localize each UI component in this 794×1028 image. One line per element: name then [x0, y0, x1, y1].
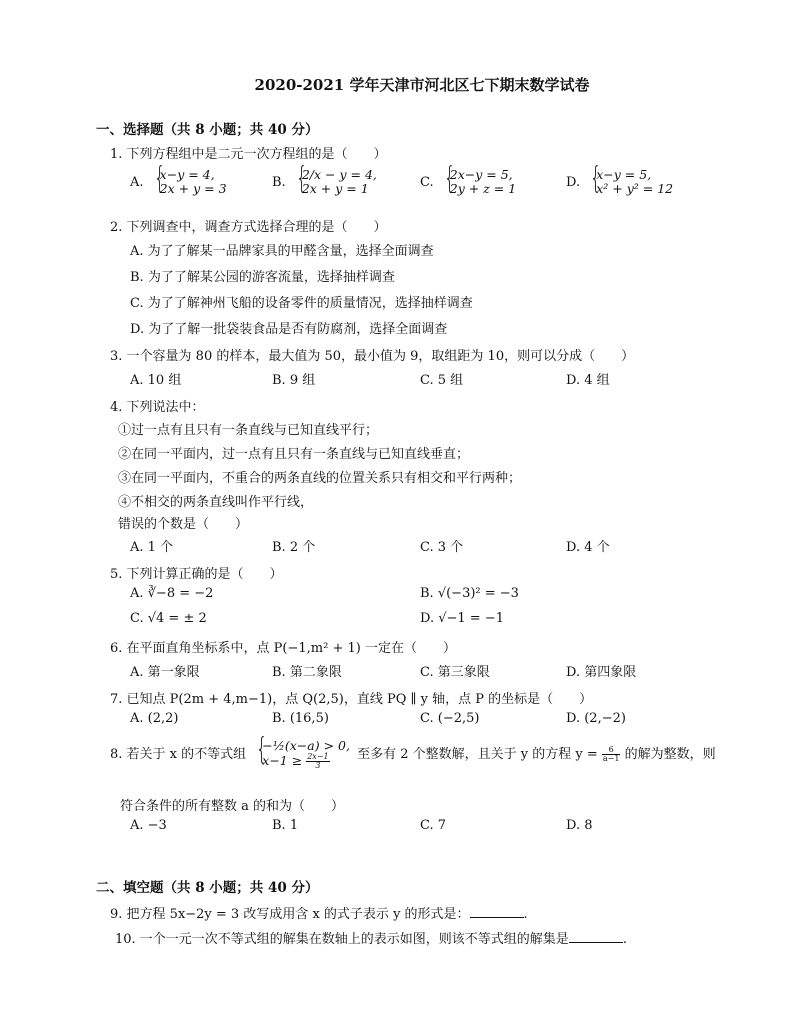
- q9-end: .: [523, 907, 528, 922]
- q6-option-d: D. 第四象限: [566, 665, 637, 680]
- question-9: [110, 903, 528, 922]
- fraction: [306, 753, 329, 770]
- q6-option-c: C. 第三象限: [420, 665, 490, 680]
- question-5-stem: 5. 下列计算正确的是（ ）: [110, 567, 283, 582]
- question-7-stem: 7. 已知点 P(2m + 4,m−1)，点 Q(2,5)，直线 PQ ∥ y 轴，点 P 的坐标是（ ）: [110, 692, 593, 707]
- q8-middle: 至多有 2 个整数解，且关于 y 的方程 y =: [357, 747, 598, 762]
- q1-option-b: [272, 168, 377, 196]
- q3-option-b: B. 9 组: [272, 373, 316, 388]
- q4-option-d: D. 4 个: [566, 540, 610, 555]
- q5-option-b: B. √(−3)² = −3: [420, 586, 519, 601]
- q6-option-a: A. 第一象限: [130, 665, 200, 680]
- q7-option-b: B. (16,5): [272, 711, 329, 726]
- equation-line: { x−y = 4,: [159, 167, 215, 182]
- section-heading-choice: 一、选择题（共 8 小题；共 40 分）: [96, 122, 319, 138]
- q8-suffix: 的解为整数，则: [624, 747, 716, 762]
- equation-line: 2y + z = 1: [449, 181, 517, 196]
- option-label: C.: [420, 174, 434, 190]
- question-4-stem: 4. 下列说法中：: [110, 400, 205, 415]
- q4-option-b: B. 2 个: [272, 540, 316, 555]
- equation-line: { 2x−y = 5,: [449, 167, 513, 182]
- q1-option-a: [130, 168, 227, 196]
- q7-option-a: A. (2,2): [130, 711, 179, 726]
- equation-system: [587, 168, 673, 196]
- equation-line: 2x + y = 1: [301, 181, 369, 196]
- q2-option-b: B. 为了了解某公园的游客流量，选择抽样调查: [130, 270, 395, 285]
- equation-line: 2x + y = 3: [159, 181, 227, 196]
- inequality-lhs: x−1 ≥: [262, 753, 303, 768]
- question-8-stem: [110, 739, 716, 770]
- q9-text: 9. 把方程 5x−2y = 3 改写成用含 x 的式子表示 y 的形式是：: [110, 907, 470, 922]
- inequality-line-1: { −½(x−a) > 0,: [262, 738, 350, 753]
- q10-end: .: [622, 932, 627, 947]
- q1-option-d: [566, 168, 673, 196]
- option-label: A.: [130, 174, 144, 190]
- q4-statement-1: ①过一点有且只有一条直线与已知直线平行；: [118, 423, 379, 438]
- equation-line: { x−y = 5,: [596, 167, 652, 182]
- q1-option-c: [420, 168, 516, 196]
- question-2-stem: 2. 下列调查中，调查方式选择合理的是（ ）: [110, 220, 387, 235]
- option-label: B.: [272, 174, 286, 190]
- question-10: [115, 928, 627, 947]
- q6-option-b: B. 第二象限: [272, 665, 342, 680]
- question-1-stem: 1. 下列方程组中是二元一次方程组的是（ ）: [110, 147, 387, 162]
- q7-option-c: C. (−2,5): [420, 711, 480, 726]
- section-heading-fill: 二、填空题（共 8 小题；共 40 分）: [96, 880, 319, 896]
- q4-statement-2: ②在同一平面内，过一点有且只有一条直线与已知直线垂直；: [118, 447, 470, 462]
- q4-option-c: C. 3 个: [420, 540, 464, 555]
- q2-option-a: A. 为了了解某一品牌家具的甲醛含量，选择全面调查: [130, 244, 434, 259]
- equation-system: [293, 168, 377, 196]
- inequality-system: [253, 739, 350, 770]
- option-label: D.: [566, 174, 581, 190]
- question-6-stem: 6. 在平面直角坐标系中，点 P(−1,m² + 1) 一定在（ ）: [110, 641, 456, 656]
- equation-line: { 2/x − y = 4,: [301, 167, 377, 182]
- equation-line: x² + y² = 12: [596, 181, 674, 196]
- fraction: [602, 746, 621, 763]
- q8-prefix: 8. 若关于 x 的不等式组: [110, 747, 247, 762]
- q4-statement-3: ③在同一平面内，不重合的两条直线的位置关系只有相交和平行两种；: [118, 471, 522, 486]
- numerator: 2x−1: [307, 752, 329, 761]
- q10-text: 10. 一个一元一次不等式组的解集在数轴上的表示如图，则该不等式组的解集是: [115, 932, 569, 947]
- denominator: 3: [315, 761, 321, 770]
- q3-option-d: D. 4 组: [566, 373, 610, 388]
- page-title: 2020-2021 学年天津市河北区七下期末数学试卷: [254, 76, 590, 94]
- question-8-line2: 符合条件的所有整数 a 的和为（ ）: [120, 799, 345, 814]
- numerator: 6: [602, 746, 621, 755]
- q8-option-d: D. 8: [566, 818, 593, 833]
- q2-option-c: C. 为了了解神州飞船的设备零件的质量情况，选择抽样调查: [130, 296, 473, 311]
- answer-blank[interactable]: [470, 905, 524, 918]
- q3-option-a: A. 10 组: [130, 373, 182, 388]
- inequality-line-2: [262, 753, 350, 770]
- q8-option-c: C. 7: [420, 818, 447, 833]
- equation-system: [151, 168, 227, 196]
- answer-blank[interactable]: [569, 930, 623, 943]
- q4-ask: 错误的个数是（ ）: [118, 517, 249, 532]
- question-3-stem: 3. 一个容量为 80 的样本，最大值为 50，最小值为 9，取组距为 10，则可以分成（ ）: [110, 349, 635, 364]
- q4-statement-4: ④不相交的两条直线叫作平行线，: [118, 495, 314, 510]
- q7-option-d: D. (2,−2): [566, 711, 626, 726]
- q3-option-c: C. 5 组: [420, 373, 464, 388]
- q5-option-a: A. ∛−8 = −2: [130, 586, 214, 601]
- q4-option-a: A. 1 个: [130, 540, 174, 555]
- q5-option-c: C. √4 = ± 2: [130, 611, 207, 626]
- denominator: a−1: [602, 754, 620, 763]
- q8-option-a: A. −3: [130, 818, 167, 833]
- equation-system: [441, 168, 516, 196]
- q2-option-d: D. 为了了解一批袋装食品是否有防腐剂，选择全面调查: [130, 322, 448, 337]
- q8-option-b: B. 1: [272, 818, 299, 833]
- q5-option-d: D. √−1 = −1: [420, 611, 504, 626]
